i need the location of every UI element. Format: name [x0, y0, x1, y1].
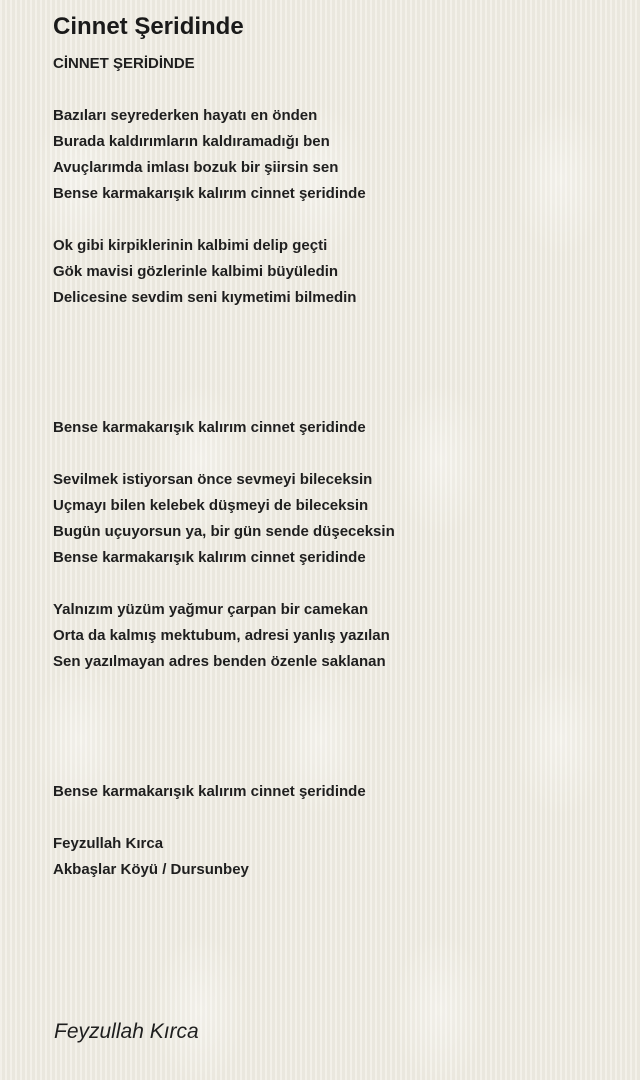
- poem-line: [53, 675, 613, 701]
- poem-line: [53, 311, 613, 337]
- poem-heading: CİNNET ŞERİDİNDE: [53, 55, 195, 72]
- poem-line: Bense karmakarışık kalırım cinnet şeridinde: [53, 185, 366, 202]
- poem-line: Orta da kalmış mektubum, adresi yanlış yazılan: [53, 627, 390, 644]
- poem-line: [53, 571, 613, 597]
- poem-line: Avuçlarımda imlası bozuk bir şiirsin sen: [53, 159, 339, 176]
- poem-line: Sevilmek istiyorsan önce sevmeyi bileceksin: [53, 471, 373, 488]
- page-title: Cinnet Şeridinde: [53, 13, 244, 40]
- poem-line: [53, 389, 613, 415]
- poem-line: Bazıları seyrederken hayatı en önden: [53, 107, 318, 124]
- poem-line: [53, 441, 613, 467]
- poem-line: [53, 337, 613, 363]
- poem-line: [53, 805, 613, 831]
- author-signature: Feyzullah Kırca: [54, 1020, 199, 1043]
- poem-line: Bense karmakarışık kalırım cinnet şeridinde: [53, 419, 366, 436]
- poem-line: Delicesine sevdim seni kıymetimi bilmedin: [53, 289, 357, 306]
- poem-line: Uçmayı bilen kelebek düşmeyi de bileceksin: [53, 497, 369, 514]
- poem-line: Ok gibi kirpiklerinin kalbimi delip geçti: [53, 237, 328, 254]
- poem-line: Burada kaldırımların kaldıramadığı ben: [53, 133, 330, 150]
- poem-line: Bense karmakarışık kalırım cinnet şeridinde: [53, 783, 366, 800]
- poem-body: [53, 51, 613, 883]
- poem-line: [53, 701, 613, 727]
- poem-line: [53, 727, 613, 753]
- poem-author-line: Feyzullah Kırca: [53, 835, 164, 852]
- poem-location-line: Akbaşlar Köyü / Dursunbey: [53, 861, 249, 878]
- poem-line: Bugün uçuyorsun ya, bir gün sende düşeceksin: [53, 523, 395, 540]
- poem-line: Bense karmakarışık kalırım cinnet şeridinde: [53, 549, 366, 566]
- poem-line: [53, 207, 613, 233]
- poem-line: Gök mavisi gözlerinle kalbimi büyüledin: [53, 263, 339, 280]
- poem-line: [53, 77, 613, 103]
- poem-line: Yalnızım yüzüm yağmur çarpan bir camekan: [53, 601, 369, 618]
- poem-line: Sen yazılmayan adres benden özenle saklanan: [53, 653, 386, 670]
- poem-line: [53, 363, 613, 389]
- poem-line: [53, 753, 613, 779]
